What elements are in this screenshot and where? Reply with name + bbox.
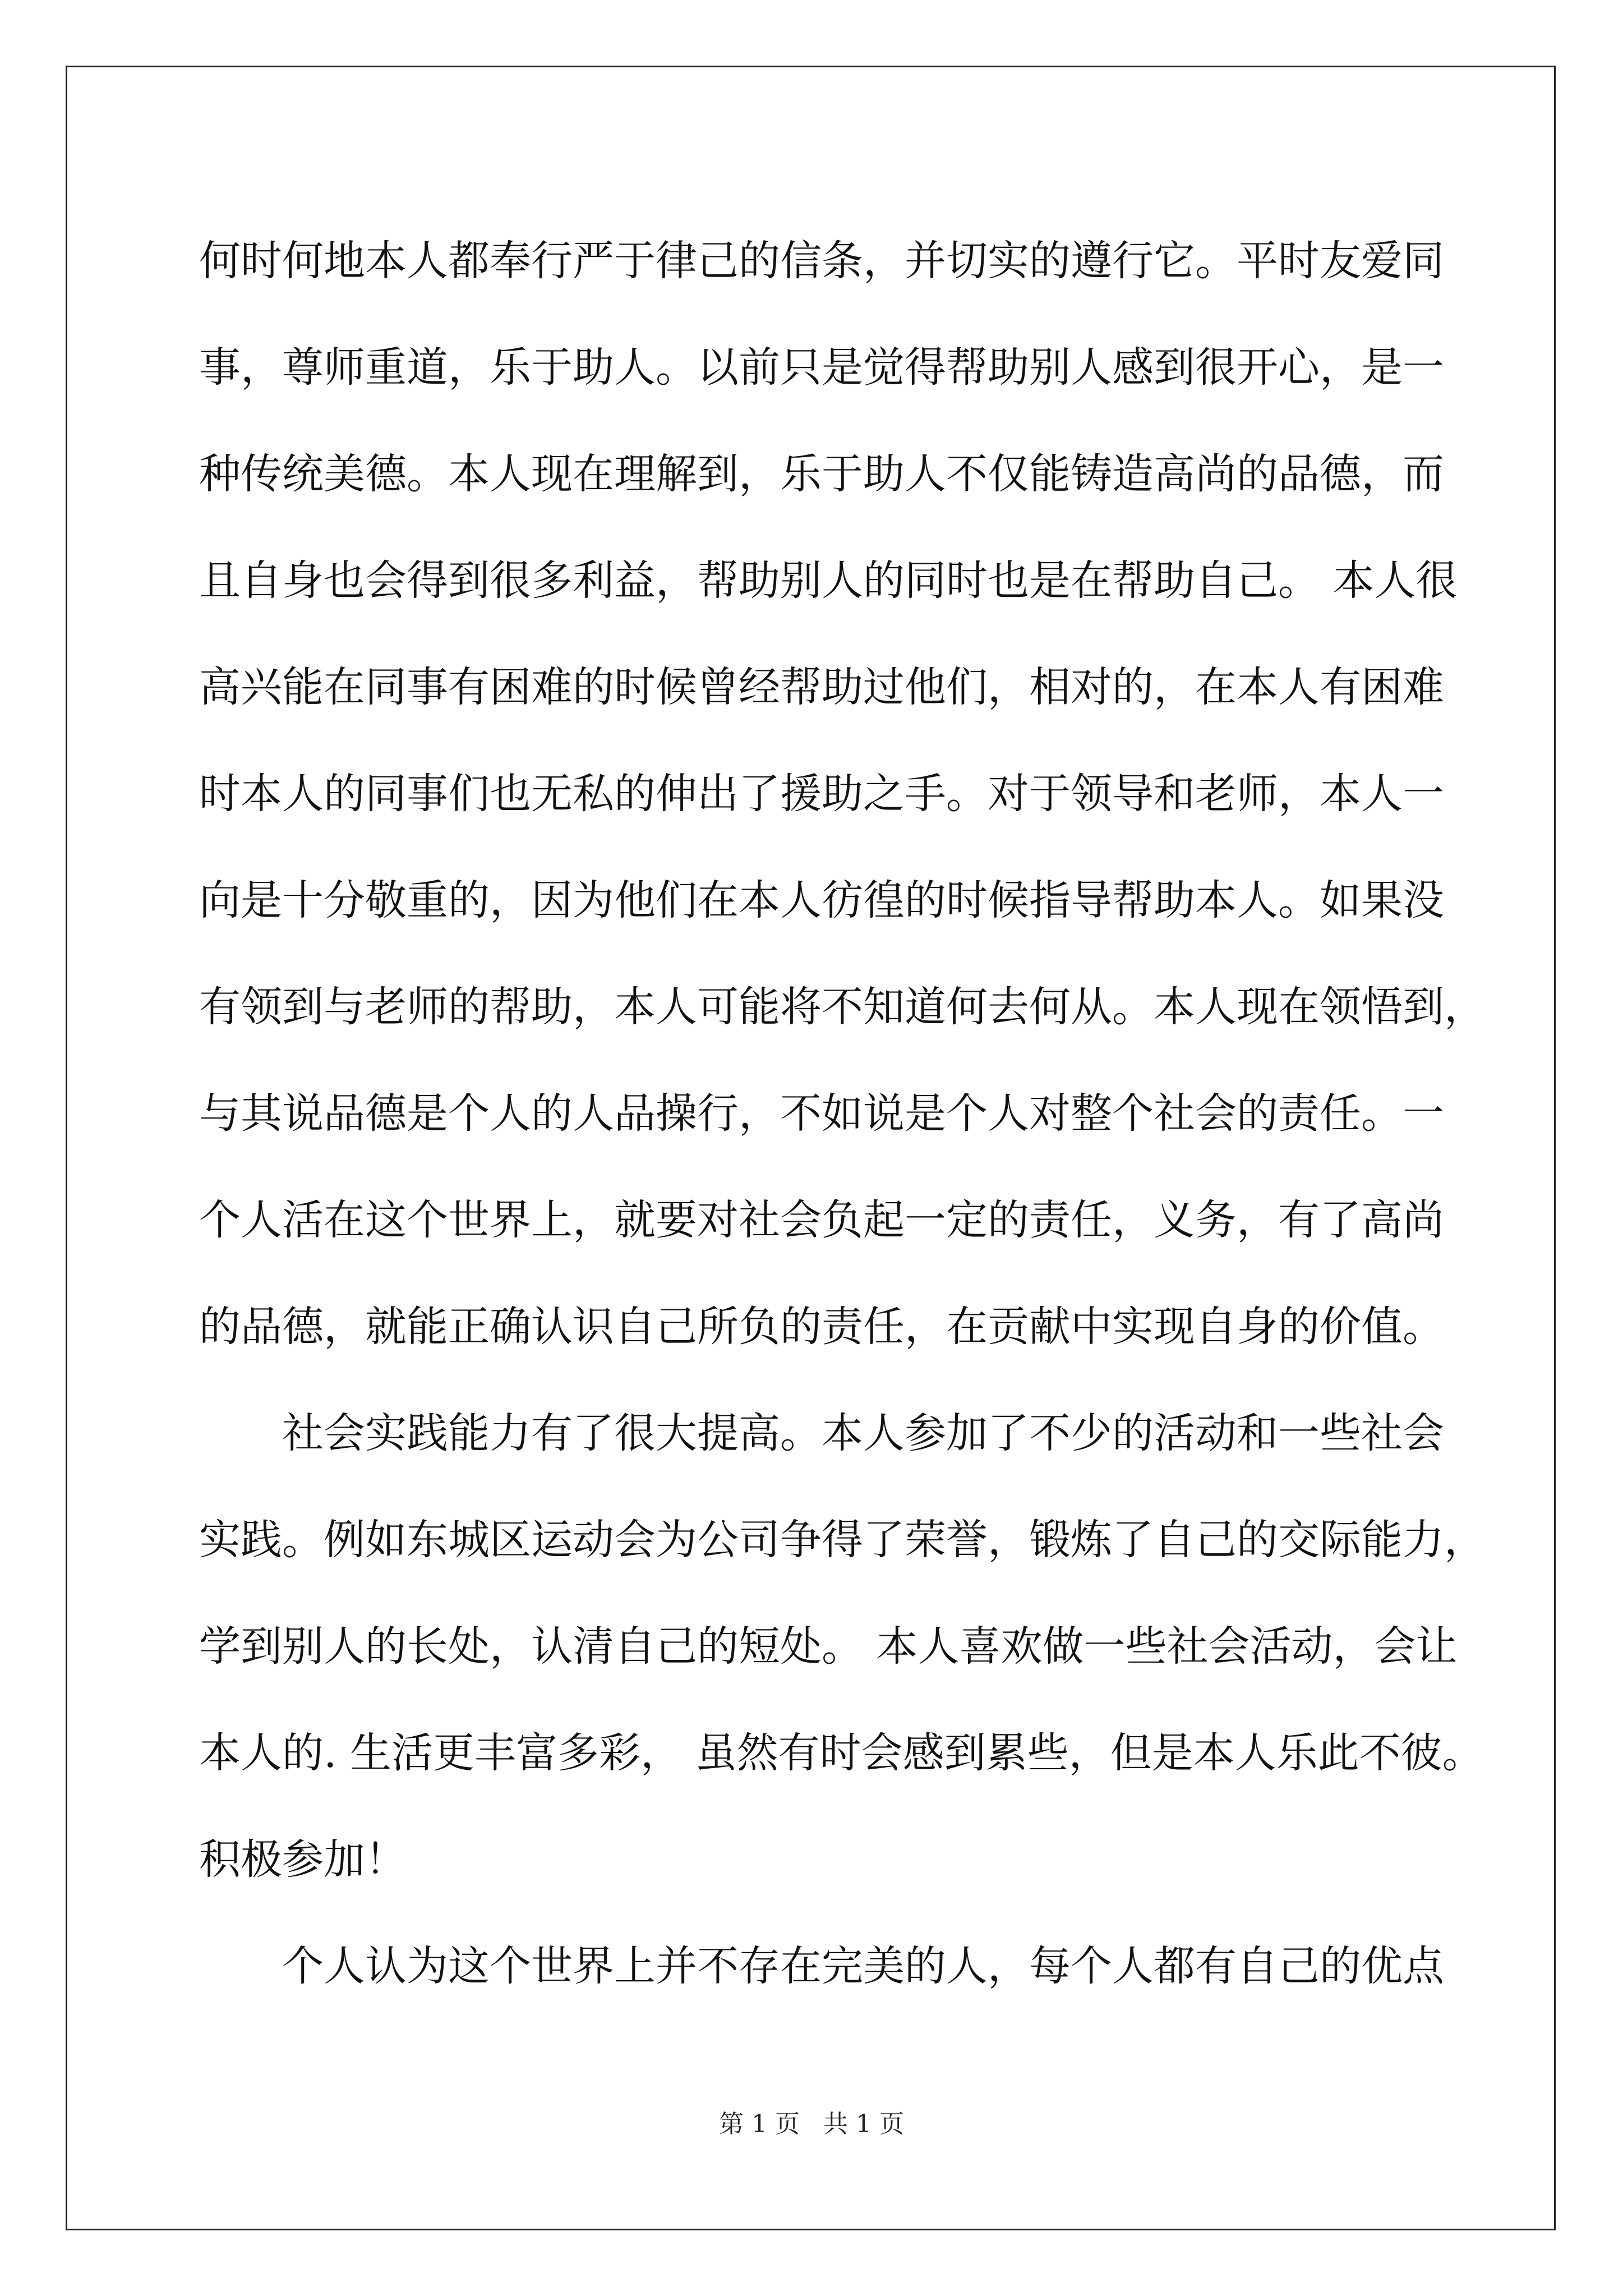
text-line: 本人的. 生活更丰富多彩， 虽然有时会感到累些，但是本人乐此不彼。 [199,1729,1484,1777]
text-line: 且自身也会得到很多利益，帮助别人的同时也是在帮助自己。 本人很 [199,556,1458,605]
document-body [199,208,1486,2019]
text-line: 向是十分敬重的，因为他们在本人彷徨的时候指导帮助本人。如果没 [199,876,1444,924]
text-line: 学到别人的长处，认清自己的短处。 本人喜欢做一些社会活动，会让 [199,1622,1458,1671]
text-line: 实践。例如东城区运动会为公司争得了荣誉，锻炼了自己的交际能力， [199,1516,1486,1564]
text-line: 何时何地本人都奉行严于律己的信条，并切实的遵行它。平时友爱同 [199,237,1444,285]
text-line: 高兴能在同事有困难的时候曾经帮助过他们，相对的，在本人有困难 [199,663,1444,711]
text-line: 个人活在这个世界上，就要对社会负起一定的责任，义务，有了高尚 [199,1196,1444,1244]
text-line: 种传统美德。本人现在理解到，乐于助人不仅能铸造高尚的品德，而 [199,450,1444,498]
text-line: 社会实践能力有了很大提高。本人参加了不少的活动和一些社会 [282,1409,1444,1457]
text-line: 时本人的同事们也无私的伸出了援助之手。对于领导和老师，本人一 [199,770,1444,818]
text-line: 有领到与老师的帮助，本人可能将不知道何去何从。本人现在领悟到， [199,983,1486,1031]
text-line: 的品德，就能正确认识自己所负的责任，在贡献中实现自身的价值。 [199,1303,1444,1351]
text-line: 个人认为这个世界上并不存在完美的人，每个人都有自己的优点 [282,1942,1444,1990]
text-line: 积极参加！ [199,1835,407,1884]
text-line: 事，尊师重道，乐于助人。以前只是觉得帮助别人感到很开心，是一 [199,343,1444,392]
page-footer: 第 1 页 共 1 页 [719,2110,904,2138]
text-line: 与其说品德是个人的人品操行，不如说是个人对整个社会的责任。一 [199,1089,1444,1138]
